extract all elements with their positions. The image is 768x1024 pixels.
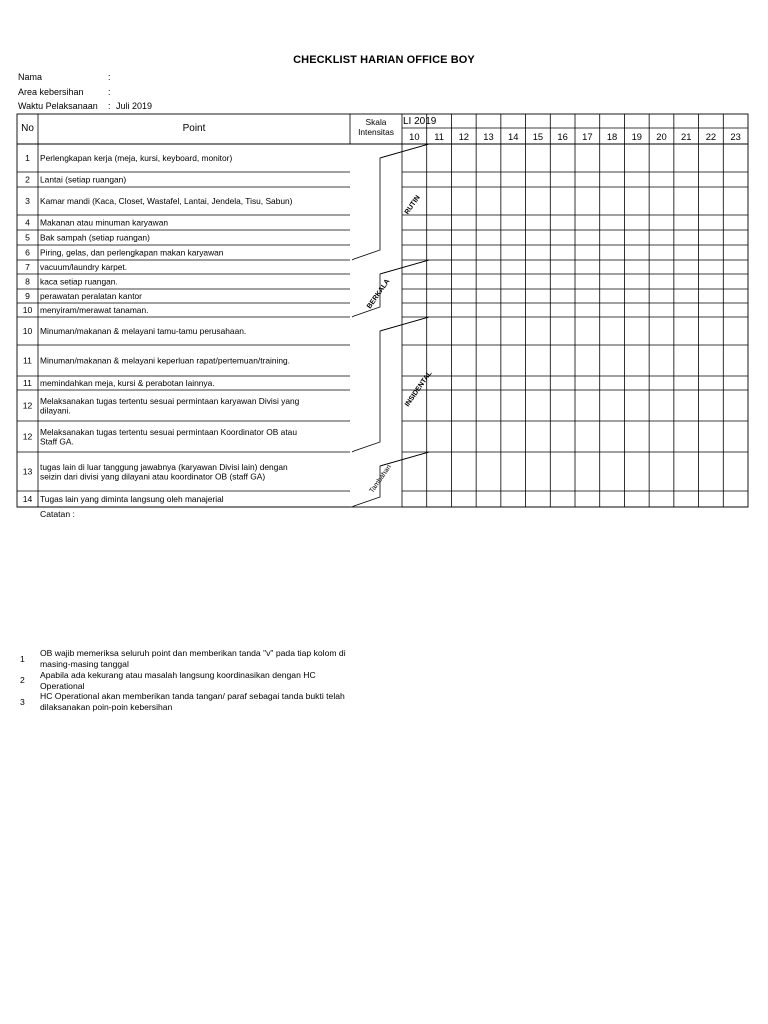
- note-number: 1: [20, 654, 25, 664]
- scale-label: RUTIN: [403, 194, 422, 216]
- row-point: Melaksanakan tugas tertentu sesuai permintaan karyawan Divisi yang: [40, 395, 300, 406]
- row-point: perawatan peralatan kantor: [40, 291, 142, 302]
- meta-label: Waktu Pelaksanaan: [18, 101, 98, 111]
- row-number: 10: [22, 305, 33, 316]
- row-point: kaca setiap ruangan.: [40, 276, 118, 287]
- row-number: 12: [22, 400, 33, 411]
- row-number: 14: [22, 494, 33, 505]
- scale-band-edge: [380, 260, 429, 274]
- row-number: 11: [23, 378, 32, 389]
- note-number: 2: [20, 675, 25, 685]
- day-header-14: 14: [507, 131, 519, 142]
- note-text: Apabila ada kekurang atau masalah langsung koordinasikan dengan HC Operational: [40, 670, 316, 691]
- note-item: [20, 670, 350, 691]
- row-point: tugas lain di luar tanggung jawabnya (karyawan Divisi lain) dengan: [40, 461, 288, 472]
- day-header-11: 11: [434, 131, 444, 142]
- note-text: HC Operational akan memberikan tanda tangan/ paraf sebagai tanda bukti telah dilaksanakan poin-poin kebersihan: [40, 691, 345, 712]
- scale-label: BERKALA: [366, 278, 392, 311]
- day-header-15: 15: [532, 131, 544, 142]
- day-header-23: 23: [730, 131, 741, 142]
- header-skala: Intensitas: [358, 127, 394, 137]
- row-point: Tugas lain yang diminta langsung oleh manajerial: [40, 494, 224, 505]
- day-header-17: 17: [582, 131, 593, 142]
- day-header-12: 12: [458, 131, 470, 142]
- row-number: 1: [25, 153, 30, 164]
- row-number: 3: [25, 196, 30, 207]
- row-number: 12: [22, 431, 33, 442]
- row-point: Minuman/makanan & melayani keperluan rapat/pertemuan/training.: [40, 355, 290, 366]
- day-header-22: 22: [705, 131, 717, 142]
- row-point: Lantai (setiap ruangan): [40, 174, 127, 185]
- row-number: 8: [25, 276, 30, 287]
- row-number: 10: [22, 326, 33, 337]
- row-point: vacuum/laundry karpet.: [40, 262, 128, 273]
- row-number: 13: [22, 466, 33, 477]
- meta-colon: :: [108, 87, 111, 97]
- meta-label: Area kebersihan: [18, 87, 84, 97]
- meta-waktu: [18, 101, 152, 111]
- scale-label: Tambahan: [368, 463, 394, 495]
- row-point: Minuman/makanan & melayani tamu-tamu perusahaan.: [40, 326, 247, 337]
- row-number: 4: [25, 217, 30, 228]
- note-text: OB wajib memeriksa seluruh point dan memberikan tanda "v" pada tiap kolom di masing-masing tanggal: [40, 648, 346, 669]
- row-number: 11: [23, 355, 32, 366]
- note-item: [20, 648, 350, 670]
- catatan-label: Catatan :: [40, 509, 75, 519]
- header-skala: Skala: [365, 117, 387, 127]
- row-point: Makanan atau minuman karyawan: [40, 217, 169, 228]
- day-header-13: 13: [483, 131, 494, 142]
- meta-nama: [18, 72, 116, 82]
- day-header-21: 21: [680, 131, 692, 142]
- day-header-16: 16: [557, 131, 568, 142]
- note-number: 3: [20, 697, 25, 707]
- header-point: Point: [182, 123, 206, 134]
- meta-value: Juli 2019: [116, 101, 153, 111]
- row-point: Melaksanakan tugas tertentu sesuai permintaan Koordinator OB atau: [40, 426, 297, 437]
- day-header-19: 19: [631, 131, 643, 142]
- scale-label: INSIDENTAL: [404, 370, 434, 409]
- row-number: 5: [25, 232, 30, 243]
- meta-label: Nama: [18, 72, 43, 82]
- meta-colon: :: [108, 101, 111, 111]
- meta-area: [18, 87, 116, 97]
- day-header-10: 10: [409, 131, 420, 142]
- row-point: Bak sampah (setiap ruangan): [40, 232, 150, 243]
- scale-band-edge: [380, 144, 429, 158]
- header-period: LI 2019: [403, 116, 437, 127]
- row-point: memindahkan meja, kursi & perabotan lainnya.: [40, 378, 215, 389]
- row-point: dilayani.: [40, 405, 71, 416]
- row-point: Kamar mandi (Kaca, Closet, Wastafel, Lantai, Jendela, Tisu, Sabun): [40, 196, 293, 207]
- row-point: Perlengkapan kerja (meja, kursi, keyboard, monitor): [40, 153, 233, 164]
- row-number: 7: [25, 262, 30, 273]
- document-title: CHECKLIST HARIAN OFFICE BOY: [293, 54, 475, 66]
- row-point: Piring, gelas, dan perlengkapan makan karyawan: [40, 247, 224, 258]
- day-header-20: 20: [656, 131, 667, 142]
- row-point: seizin dari divisi yang dilayani atau koordinator OB (staff GA): [40, 471, 266, 482]
- row-number: 9: [25, 291, 30, 302]
- header-no: No: [21, 123, 34, 134]
- scale-band: [352, 260, 429, 317]
- notes-list: [20, 648, 350, 713]
- row-point: menyiram/merawat tanaman.: [40, 305, 149, 316]
- meta-colon: :: [108, 72, 111, 82]
- scale-band-edge: [380, 317, 429, 331]
- scale-band: [352, 452, 429, 507]
- row-point: Staff GA.: [40, 436, 74, 447]
- row-number: 2: [25, 174, 30, 185]
- note-item: [20, 691, 350, 713]
- day-header-18: 18: [606, 131, 618, 142]
- row-number: 6: [25, 247, 30, 258]
